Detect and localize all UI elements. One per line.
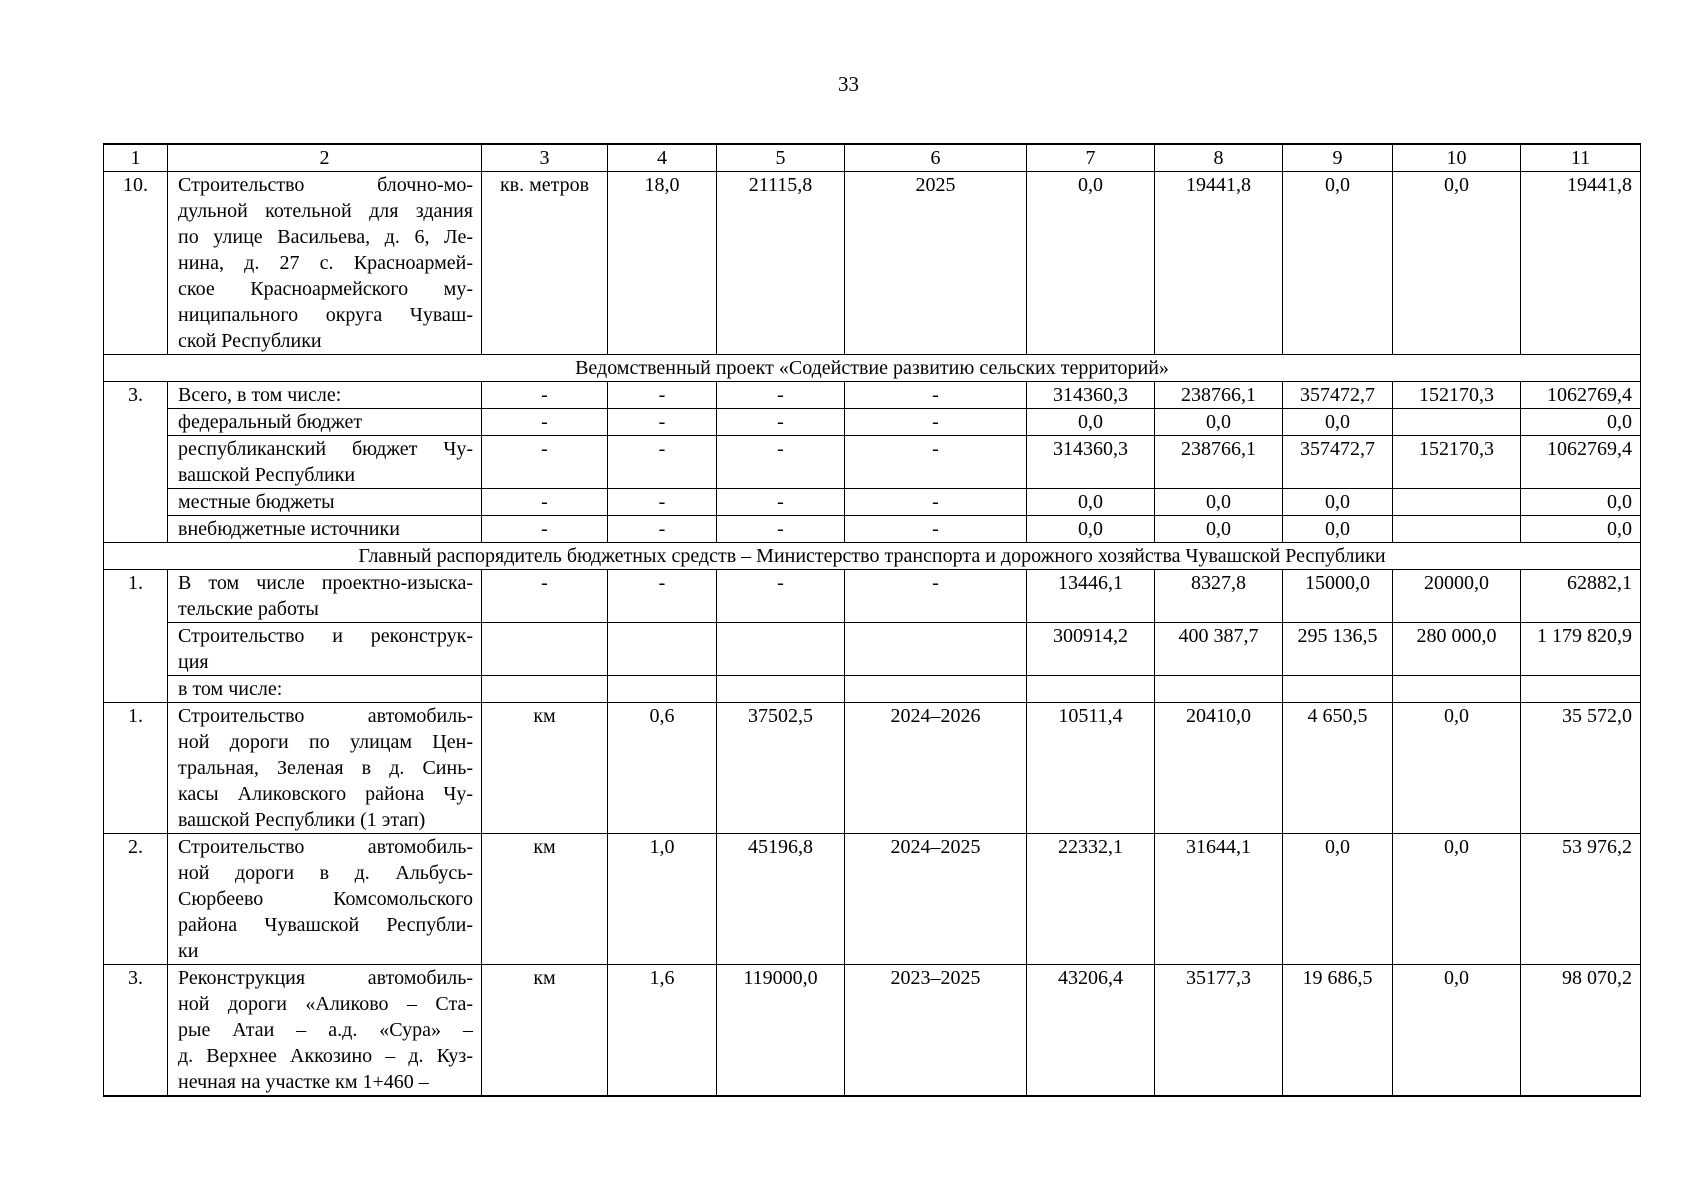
- value-cell: 0,0: [1027, 516, 1155, 543]
- value-cell: 43206,4: [1027, 965, 1155, 1097]
- row-number: 3.: [104, 965, 168, 1097]
- table-body: [104, 144, 1641, 1096]
- value-cell: 0,0: [1027, 489, 1155, 516]
- page-number: 33: [838, 72, 859, 96]
- capacity-cell: 1,6: [608, 965, 717, 1097]
- column-header-8: 8: [1155, 144, 1283, 172]
- value-cell: 0,0: [1393, 172, 1521, 355]
- name-line: ной дороги по улицам Цен-: [178, 731, 473, 753]
- cost-cell: 37502,5: [717, 703, 845, 834]
- name-line: ское Красноармейского му-: [178, 278, 473, 300]
- period-cell: -: [845, 382, 1027, 409]
- unit-cell: км: [482, 965, 608, 1097]
- name-line: тельские работы: [178, 598, 319, 620]
- period-cell: -: [845, 489, 1027, 516]
- capacity-cell: 1,0: [608, 834, 717, 965]
- value-cell: 10511,4: [1027, 703, 1155, 834]
- table-row: [104, 172, 1641, 355]
- name-line: ской Республики: [178, 330, 322, 352]
- capacity-cell: [608, 676, 717, 703]
- cost-cell: -: [717, 382, 845, 409]
- total-cell: 62882,1: [1521, 570, 1641, 623]
- section-title: Ведомственный проект «Содействие развитию сельских территорий»: [104, 355, 1641, 382]
- name-line: Строительство блочно-мо-: [178, 174, 473, 196]
- total-cell: 35 572,0: [1521, 703, 1641, 834]
- cost-cell: -: [717, 516, 845, 543]
- capacity-cell: -: [608, 436, 717, 489]
- row-number: 10.: [104, 172, 168, 355]
- total-cell: 0,0: [1521, 516, 1641, 543]
- column-header-9: 9: [1283, 144, 1393, 172]
- total-cell: 0,0: [1521, 409, 1641, 436]
- cost-cell: -: [717, 409, 845, 436]
- value-cell: 0,0: [1283, 409, 1393, 436]
- value-cell: 357472,7: [1283, 382, 1393, 409]
- period-cell: 2025: [845, 172, 1027, 355]
- table-row: [104, 355, 1641, 382]
- name-line: ниципального округа Чуваш-: [178, 304, 473, 326]
- value-cell: 13446,1: [1027, 570, 1155, 623]
- name-line: Всего, в том числе:: [178, 384, 342, 406]
- object-name: [168, 172, 482, 355]
- value-cell: 15000,0: [1283, 570, 1393, 623]
- name-line: дульной котельной для здания: [178, 200, 473, 222]
- row-number: 1.: [104, 570, 168, 703]
- period-cell: -: [845, 409, 1027, 436]
- total-cell: 1062769,4: [1521, 436, 1641, 489]
- value-cell: 19441,8: [1155, 172, 1283, 355]
- name-line: Реконструкция автомобиль-: [178, 967, 473, 989]
- cost-cell: [717, 623, 845, 676]
- total-cell: 0,0: [1521, 489, 1641, 516]
- value-cell: 0,0: [1027, 409, 1155, 436]
- total-cell: 19441,8: [1521, 172, 1641, 355]
- name-line: района Чувашской Республи-: [178, 914, 473, 936]
- period-cell: -: [845, 516, 1027, 543]
- unit-cell: км: [482, 703, 608, 834]
- value-cell: 238766,1: [1155, 436, 1283, 489]
- cost-cell: 21115,8: [717, 172, 845, 355]
- unit-cell: -: [482, 516, 608, 543]
- name-line: в том числе:: [178, 678, 283, 700]
- budget-source-name: [168, 382, 482, 409]
- name-line: республиканский бюджет Чу-: [178, 438, 473, 460]
- value-cell: [1393, 516, 1521, 543]
- name-line: Сюрбеево Комсомольского: [178, 888, 473, 910]
- total-cell: [1521, 676, 1641, 703]
- value-cell: 400 387,7: [1155, 623, 1283, 676]
- capacity-cell: -: [608, 382, 717, 409]
- value-cell: 20410,0: [1155, 703, 1283, 834]
- cost-cell: -: [717, 570, 845, 623]
- column-header-2: 2: [168, 144, 482, 172]
- table-row: [104, 623, 1641, 676]
- total-cell: 1062769,4: [1521, 382, 1641, 409]
- table-row: [104, 570, 1641, 623]
- unit-cell: -: [482, 409, 608, 436]
- name-line: вашской Республики: [178, 464, 356, 486]
- capacity-cell: 0,6: [608, 703, 717, 834]
- column-header-10: 10: [1393, 144, 1521, 172]
- value-cell: 0,0: [1283, 172, 1393, 355]
- name-line: Строительство и реконструк-: [178, 625, 473, 647]
- total-cell: 98 070,2: [1521, 965, 1641, 1097]
- column-header-4: 4: [608, 144, 717, 172]
- name-line: внебюджетные источники: [178, 518, 400, 540]
- table-row: [104, 703, 1641, 834]
- value-cell: 314360,3: [1027, 436, 1155, 489]
- budget-source-name: [168, 516, 482, 543]
- unit-cell: -: [482, 436, 608, 489]
- value-cell: 152170,3: [1393, 382, 1521, 409]
- budget-source-name: [168, 436, 482, 489]
- row-number: 3.: [104, 382, 168, 543]
- expense-name: [168, 676, 482, 703]
- name-line: вашской Республики (1 этап): [178, 809, 426, 831]
- table-row: [104, 676, 1641, 703]
- value-cell: 152170,3: [1393, 436, 1521, 489]
- value-cell: 0,0: [1027, 172, 1155, 355]
- value-cell: [1155, 676, 1283, 703]
- name-line: местные бюджеты: [178, 491, 335, 513]
- value-cell: 0,0: [1283, 516, 1393, 543]
- table-row: [104, 144, 1641, 172]
- value-cell: 22332,1: [1027, 834, 1155, 965]
- capacity-cell: -: [608, 489, 717, 516]
- table-row: [104, 965, 1641, 1097]
- table-row: [104, 543, 1641, 570]
- period-cell: 2024–2026: [845, 703, 1027, 834]
- total-cell: 53 976,2: [1521, 834, 1641, 965]
- object-name: [168, 703, 482, 834]
- budget-source-name: [168, 409, 482, 436]
- table-row: [104, 382, 1641, 409]
- value-cell: 35177,3: [1155, 965, 1283, 1097]
- value-cell: 280 000,0: [1393, 623, 1521, 676]
- name-line: д. Верхнее Аккозино – д. Куз-: [178, 1045, 473, 1067]
- period-cell: 2024–2025: [845, 834, 1027, 965]
- cost-cell: 45196,8: [717, 834, 845, 965]
- value-cell: 0,0: [1393, 965, 1521, 1097]
- name-line: В том числе проектно-изыска-: [178, 572, 473, 594]
- value-cell: 31644,1: [1155, 834, 1283, 965]
- unit-cell: км: [482, 834, 608, 965]
- period-cell: 2023–2025: [845, 965, 1027, 1097]
- name-line: нина, д. 27 с. Красноармей-: [178, 252, 473, 274]
- table-row: [104, 436, 1641, 489]
- table-row: [104, 409, 1641, 436]
- value-cell: 20000,0: [1393, 570, 1521, 623]
- expense-name: [168, 570, 482, 623]
- name-line: федеральный бюджет: [178, 411, 363, 433]
- row-number: 1.: [104, 703, 168, 834]
- name-line: Строительство автомобиль-: [178, 705, 473, 727]
- value-cell: [1027, 676, 1155, 703]
- unit-cell: [482, 623, 608, 676]
- value-cell: [1393, 489, 1521, 516]
- capacity-cell: 18,0: [608, 172, 717, 355]
- value-cell: 0,0: [1155, 409, 1283, 436]
- total-cell: 1 179 820,9: [1521, 623, 1641, 676]
- value-cell: [1283, 676, 1393, 703]
- capacity-cell: -: [608, 516, 717, 543]
- unit-cell: -: [482, 382, 608, 409]
- value-cell: 19 686,5: [1283, 965, 1393, 1097]
- name-line: по улице Васильева, д. 6, Ле-: [178, 226, 473, 248]
- capacity-cell: -: [608, 570, 717, 623]
- name-line: ной дороги в д. Альбусь-: [178, 862, 473, 884]
- budget-source-name: [168, 489, 482, 516]
- unit-cell: -: [482, 570, 608, 623]
- period-cell: -: [845, 436, 1027, 489]
- value-cell: 4 650,5: [1283, 703, 1393, 834]
- value-cell: 0,0: [1155, 516, 1283, 543]
- period-cell: [845, 623, 1027, 676]
- name-line: ной дороги «Аликово – Ста-: [178, 993, 473, 1015]
- value-cell: 357472,7: [1283, 436, 1393, 489]
- name-line: ция: [178, 651, 209, 673]
- table-row: [104, 489, 1641, 516]
- cost-cell: -: [717, 489, 845, 516]
- section-title: Главный распорядитель бюджетных средств – Министерство транспорта и дорожного хозяйства Чувашской Республики: [104, 543, 1641, 570]
- expense-name: [168, 623, 482, 676]
- capacity-cell: -: [608, 409, 717, 436]
- name-line: тральная, Зеленая в д. Синь-: [178, 757, 473, 779]
- cost-cell: -: [717, 436, 845, 489]
- capacity-cell: [608, 623, 717, 676]
- cost-cell: [717, 676, 845, 703]
- name-line: Строительство автомобиль-: [178, 836, 473, 858]
- cost-cell: 119000,0: [717, 965, 845, 1097]
- column-header-1: 1: [104, 144, 168, 172]
- object-name: [168, 965, 482, 1097]
- unit-cell: [482, 676, 608, 703]
- value-cell: 0,0: [1155, 489, 1283, 516]
- value-cell: [1393, 676, 1521, 703]
- name-line: нечная на участке км 1+460 –: [178, 1071, 429, 1093]
- name-line: ки: [178, 940, 199, 962]
- value-cell: 0,0: [1393, 703, 1521, 834]
- value-cell: 0,0: [1283, 489, 1393, 516]
- value-cell: 238766,1: [1155, 382, 1283, 409]
- column-header-3: 3: [482, 144, 608, 172]
- period-cell: -: [845, 570, 1027, 623]
- name-line: рые Атаи – а.д. «Сура» –: [178, 1019, 473, 1041]
- table-row: [104, 834, 1641, 965]
- column-header-7: 7: [1027, 144, 1155, 172]
- unit-cell: -: [482, 489, 608, 516]
- value-cell: 314360,3: [1027, 382, 1155, 409]
- period-cell: [845, 676, 1027, 703]
- budget-table: [103, 143, 1641, 1097]
- unit-cell: кв. метров: [482, 172, 608, 355]
- column-header-11: 11: [1521, 144, 1641, 172]
- value-cell: 8327,8: [1155, 570, 1283, 623]
- object-name: [168, 834, 482, 965]
- value-cell: 0,0: [1283, 834, 1393, 965]
- value-cell: [1393, 409, 1521, 436]
- table-row: [104, 516, 1641, 543]
- value-cell: 295 136,5: [1283, 623, 1393, 676]
- value-cell: 300914,2: [1027, 623, 1155, 676]
- column-header-6: 6: [845, 144, 1027, 172]
- row-number: 2.: [104, 834, 168, 965]
- name-line: касы Аликовского района Чу-: [178, 783, 473, 805]
- value-cell: 0,0: [1393, 834, 1521, 965]
- column-header-5: 5: [717, 144, 845, 172]
